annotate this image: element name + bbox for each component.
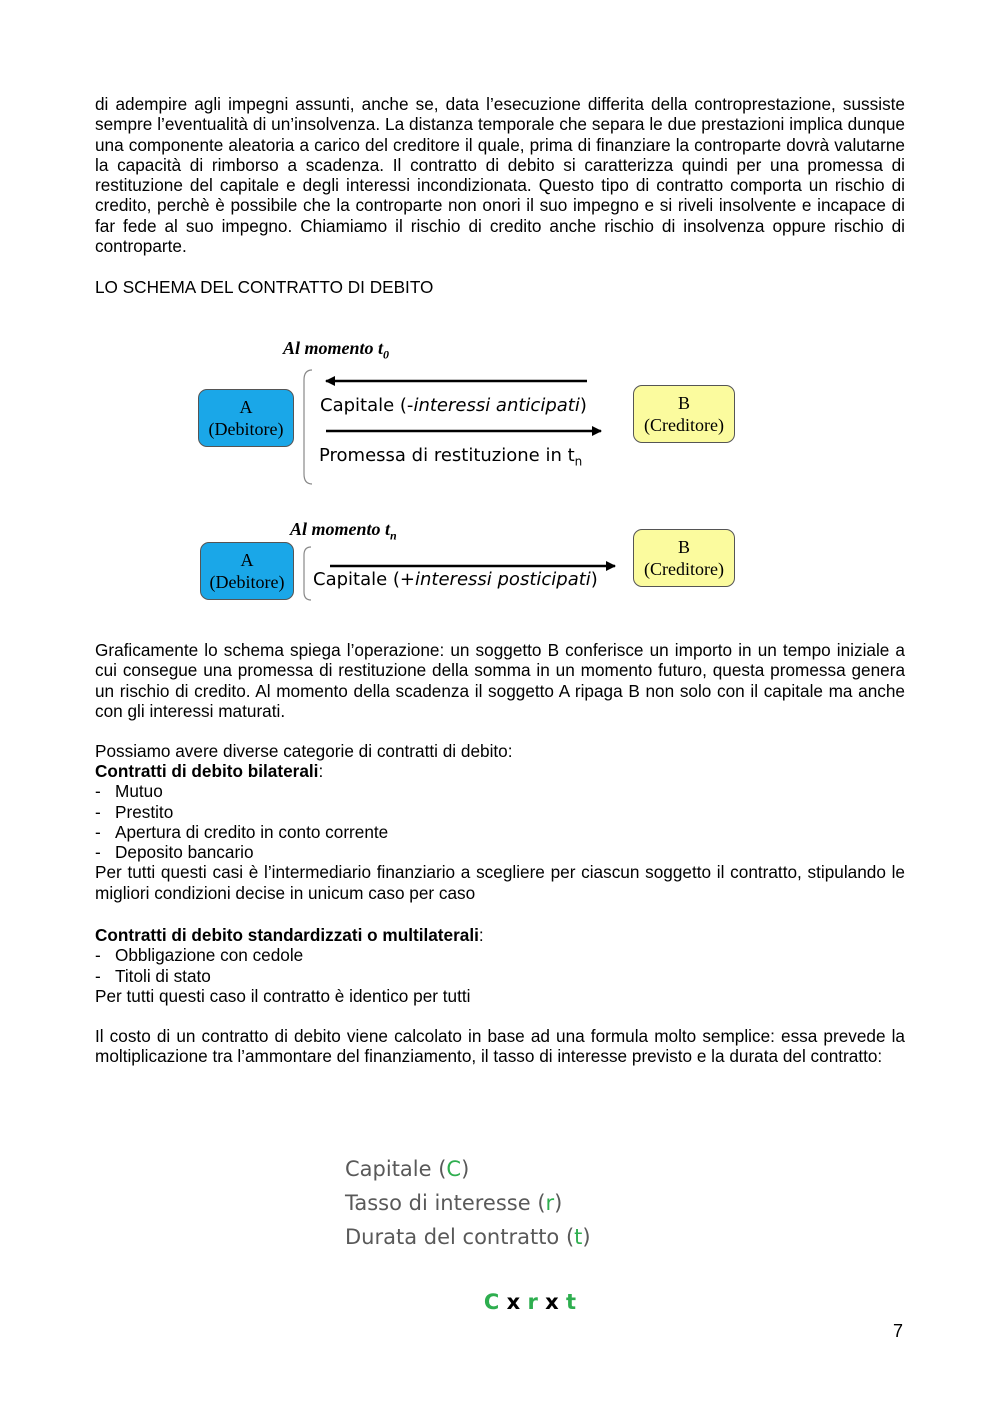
repayment-promise-label: Promessa di restituzione in $t_n$ (319, 445, 583, 469)
standardized-section (95, 925, 905, 1006)
creditor-box-t0: B (Creditore) (633, 385, 735, 443)
diagram-arrows (0, 0, 1000, 650)
list-item: - Prestito (95, 801, 174, 822)
list-item: - Apertura di credito in conto corrente (95, 821, 389, 842)
debtor-box-tn: A (Debitore) (200, 542, 294, 600)
page-number: 7 (893, 1321, 904, 1341)
formula-rate: Tasso di interesse (r) (345, 1191, 563, 1215)
bilateral-section (95, 761, 905, 903)
explanation-paragraph: Graficamente lo schema spiega l’operazione: un soggetto B conferisce un importo in un tempo iniziale a cui consegue una promessa di restituzione della somma in un momento futuro, questa promessa genera un rischio di credito. Al momento della scadenza il soggetto A ripaga B non solo con il capitale ma anche con gli interessi maturati. (95, 640, 905, 721)
formula-duration: Durata del contratto (t) (345, 1225, 591, 1249)
bracket-tn (304, 547, 311, 600)
list-item: - Deposito bancario (95, 842, 254, 863)
moment-tn-label: Al momento $t_n$ (290, 519, 397, 543)
list-item: - Obbligazione con cedole (95, 945, 304, 966)
cost-paragraph: Il costo di un contratto di debito viene calcolato in base ad una formula molto semplice: essa prevede la moltiplicazione tra l’ammontare del finanziamento, il tasso di interesse previsto e la durata del contratto: (95, 1026, 905, 1067)
creditor-box-tn: B (Creditore) (633, 529, 735, 587)
formula-variables (345, 1152, 591, 1254)
bilateral-note: Per tutti questi casi è l’intermediario finanziario a scegliere per ciascun soggetto il contratto, stipulando le migliori condizioni decise in unicum caso per caso (95, 862, 905, 903)
categories-intro: Possiamo avere diverse categorie di contratti di debito: (95, 741, 513, 761)
list-item: - Titoli di stato (95, 965, 211, 986)
formula-capital: Capitale (C) (345, 1157, 470, 1181)
moment-t0-label: Al momento $t_0$ (283, 338, 390, 362)
bilateral-title: Contratti di debito bilaterali: (95, 761, 324, 781)
list-item: - Mutuo (95, 781, 163, 802)
standardized-note: Per tutti questi caso il contratto è identico per tutti (95, 985, 471, 1006)
formula-product: C x r x t (483, 1290, 577, 1314)
debtor-box-t0: A (Debitore) (198, 389, 294, 447)
intro-paragraph: di adempire agli impegni assunti, anche se, data l’esecuzione differita della controprestazione, sussiste sempre l’eventualità di un’insolvenza. La distanza temporale che separa le due prestazioni implica dunque una componente aleatoria a carico del creditore il quale, prima di finanziare la controparte dovrà valutarne la capacità di rimborso a scadenza. Il contratto di debito si caratterizza quindi per una promessa di restituzione del capitale e degli interessi incondizionata. Questo tipo di contratto comporta un rischio di credito, perchè è possibile che la controparte non onori il suo impegno e si riveli insolvente e incapace di far fede al suo impegno. Chiamiamo il rischio di credito anche rischio di insolvenza oppure rischio di controparte. (95, 94, 905, 257)
standardized-title: Contratti di debito standardizzati o multilaterali: (95, 925, 484, 945)
capital-posticipated-label: Capitale (+interessi posticipati) (313, 569, 598, 590)
capital-anticipated-label: Capitale (-interessi anticipati) (320, 395, 587, 416)
bracket-t0 (304, 370, 312, 484)
section-heading: LO SCHEMA DEL CONTRATTO DI DEBITO (95, 277, 434, 297)
